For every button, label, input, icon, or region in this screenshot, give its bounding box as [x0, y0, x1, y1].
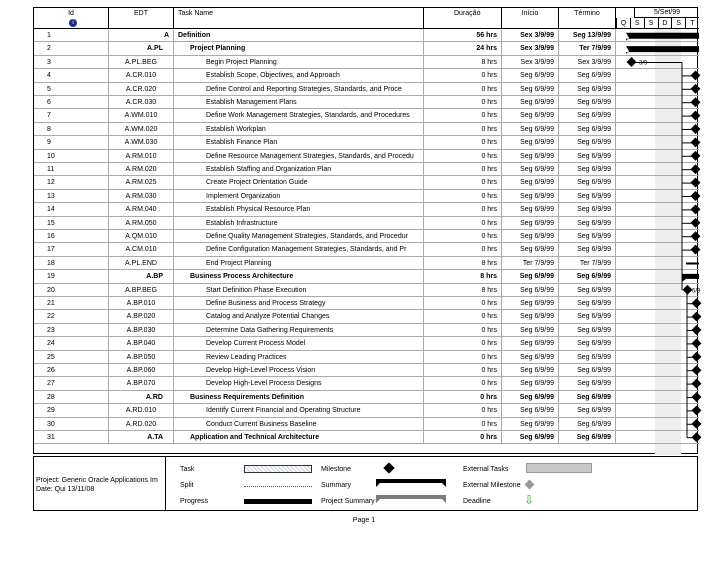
task-row[interactable]: [34, 284, 699, 297]
timescale-day: T: [685, 18, 699, 29]
col-duration[interactable]: Duração: [424, 8, 502, 29]
task-finish: Seg 6/9/99: [559, 109, 616, 122]
task-duration: 0 hrs: [424, 176, 502, 189]
summary-bar: [626, 33, 699, 41]
task-row[interactable]: [34, 56, 699, 69]
legend-external-milestone-icon: [525, 480, 535, 490]
timescale-date: 5/Set/99: [634, 8, 699, 18]
task-duration: 0 hrs: [424, 96, 502, 109]
milestone-label: 6/9: [692, 288, 701, 295]
task-wbs: A.RM.025: [109, 176, 174, 189]
task-wbs: A.CR.030: [109, 96, 174, 109]
task-row[interactable]: [34, 217, 699, 230]
legend-task-swatch: [244, 465, 312, 473]
task-row[interactable]: [34, 391, 699, 404]
task-name: Business Process Architecture: [174, 270, 424, 283]
milestone-mark: [692, 432, 702, 442]
task-id: 5: [34, 83, 109, 96]
task-finish: Seg 6/9/99: [559, 150, 616, 163]
task-wbs: A.BP.020: [109, 310, 174, 323]
task-id: 24: [34, 337, 109, 350]
task-wbs: A.TA: [109, 431, 174, 444]
task-duration: 8 hrs: [424, 56, 502, 69]
task-finish: Seg 6/9/99: [559, 136, 616, 149]
task-name: Review Leading Practices: [174, 351, 424, 364]
task-start: Sex 3/9/99: [502, 29, 559, 42]
task-finish: Seg 6/9/99: [559, 297, 616, 310]
task-duration: 0 hrs: [424, 150, 502, 163]
task-start: Seg 6/9/99: [502, 418, 559, 431]
task-wbs: A.PL: [109, 42, 174, 55]
task-id: 22: [34, 310, 109, 323]
gantt-chart: [616, 29, 699, 455]
task-start: Seg 6/9/99: [502, 190, 559, 203]
page-number: Page 1: [352, 517, 376, 524]
task-duration: 0 hrs: [424, 297, 502, 310]
task-id: 17: [34, 243, 109, 256]
task-id: 30: [34, 418, 109, 431]
milestone-mark: [691, 164, 701, 174]
task-start: Ter 7/9/99: [502, 257, 559, 270]
task-name: End Project Planning: [174, 257, 424, 270]
task-duration: 0 hrs: [424, 163, 502, 176]
task-duration: 0 hrs: [424, 203, 502, 216]
task-wbs: A.RD.020: [109, 418, 174, 431]
task-finish: Seg 6/9/99: [559, 69, 616, 82]
task-wbs: A.PL.BEG: [109, 56, 174, 69]
task-id: 14: [34, 203, 109, 216]
task-start: Seg 6/9/99: [502, 96, 559, 109]
task-name: Business Requirements Definition: [174, 391, 424, 404]
task-duration: 0 hrs: [424, 364, 502, 377]
task-id: 2: [34, 42, 109, 55]
task-finish: Seg 6/9/99: [559, 404, 616, 417]
legend-deadline-icon: ⇩: [524, 493, 535, 507]
milestone-mark: [692, 338, 702, 348]
task-start: Seg 6/9/99: [502, 243, 559, 256]
task-wbs: A.RM.050: [109, 217, 174, 230]
task-id: 21: [34, 297, 109, 310]
task-duration: 24 hrs: [424, 42, 502, 55]
task-start: Seg 6/9/99: [502, 404, 559, 417]
task-row[interactable]: [34, 351, 699, 364]
task-name: Develop High-Level Process Designs: [174, 377, 424, 390]
legend-milestone-label: Milestone: [321, 466, 351, 473]
task-row[interactable]: [34, 96, 699, 109]
legend-project-summary-swatch: [376, 495, 446, 504]
task-row[interactable]: [34, 364, 699, 377]
task-duration: 0 hrs: [424, 136, 502, 149]
milestone-mark: [692, 325, 702, 335]
task-id: 26: [34, 364, 109, 377]
task-finish: Seg 6/9/99: [559, 284, 616, 297]
legend-external-tasks-label: External Tasks: [463, 466, 509, 473]
task-start: Seg 6/9/99: [502, 284, 559, 297]
task-row[interactable]: [34, 404, 699, 417]
task-name: Define Work Management Strategies, Standards, and Procedures: [174, 109, 424, 122]
task-duration: 0 hrs: [424, 310, 502, 323]
task-duration: 8 hrs: [424, 284, 502, 297]
task-wbs: A.BP.030: [109, 324, 174, 337]
task-duration: 56 hrs: [424, 29, 502, 42]
legend-deadline-label: Deadline: [463, 498, 491, 505]
task-row[interactable]: [34, 150, 699, 163]
task-duration: 0 hrs: [424, 243, 502, 256]
task-duration: 0 hrs: [424, 230, 502, 243]
timescale-days: [616, 18, 699, 29]
task-id: 16: [34, 230, 109, 243]
task-finish: Seg 6/9/99: [559, 96, 616, 109]
task-row[interactable]: [34, 203, 699, 216]
milestone-mark: [692, 352, 702, 362]
timescale-day: S: [644, 18, 658, 29]
legend: [33, 456, 698, 511]
summary-bar: [682, 274, 699, 282]
milestone-mark: [692, 405, 702, 415]
task-row[interactable]: [34, 431, 699, 444]
task-wbs: A.WM.020: [109, 123, 174, 136]
task-id: 15: [34, 217, 109, 230]
task-finish: Seg 6/9/99: [559, 123, 616, 136]
task-start: Seg 6/9/99: [502, 163, 559, 176]
task-start: Seg 6/9/99: [502, 337, 559, 350]
timescale: [616, 8, 699, 29]
milestone-mark: [691, 151, 701, 161]
col-task-name[interactable]: Task Name: [174, 8, 424, 29]
task-start: Seg 6/9/99: [502, 150, 559, 163]
task-name: Define Control and Reporting Strategies, Standards, and Proce: [174, 83, 424, 96]
task-start: Seg 6/9/99: [502, 83, 559, 96]
gantt-sheet: [33, 7, 701, 454]
milestone-mark: [691, 178, 701, 188]
task-row[interactable]: [34, 230, 699, 243]
task-start: Sex 3/9/99: [502, 56, 559, 69]
summary-bar: [626, 46, 699, 54]
task-start: Seg 6/9/99: [502, 351, 559, 364]
milestone-mark: [691, 70, 701, 80]
task-start: Seg 6/9/99: [502, 69, 559, 82]
milestone-mark: [692, 419, 702, 429]
task-finish: Seg 6/9/99: [559, 163, 616, 176]
task-start: Seg 6/9/99: [502, 364, 559, 377]
task-start: Seg 6/9/99: [502, 109, 559, 122]
task-row[interactable]: [34, 163, 699, 176]
task-id: 27: [34, 377, 109, 390]
task-wbs: A.BP.060: [109, 364, 174, 377]
milestone-label: 3/9: [639, 60, 648, 67]
milestone-mark: [627, 57, 637, 67]
task-name: Define Resource Management Strategies, Standards, and Procedu: [174, 150, 424, 163]
task-wbs: A.RD: [109, 391, 174, 404]
task-wbs: A.RM.020: [109, 163, 174, 176]
task-row[interactable]: [34, 270, 699, 283]
task-wbs: A.CM.010: [109, 243, 174, 256]
legend-divider: [165, 457, 166, 510]
legend-project-summary-label: Project Summary: [321, 498, 375, 505]
task-row[interactable]: [34, 190, 699, 203]
task-finish: Seg 6/9/99: [559, 364, 616, 377]
task-row[interactable]: [34, 297, 699, 310]
task-start: Seg 6/9/99: [502, 176, 559, 189]
milestone-mark: [691, 191, 701, 201]
milestone-mark: [691, 204, 701, 214]
timescale-day: D: [658, 18, 672, 29]
task-name: Establish Management Plans: [174, 96, 424, 109]
task-start: Seg 6/9/99: [502, 377, 559, 390]
legend-external-tasks-swatch: [526, 463, 592, 473]
column-header-row: [34, 8, 699, 29]
task-id: 28: [34, 391, 109, 404]
task-row[interactable]: [34, 418, 699, 431]
milestone-mark: [691, 137, 701, 147]
task-wbs: A.RM.040: [109, 203, 174, 216]
task-wbs: A.BP.050: [109, 351, 174, 364]
task-duration: 0 hrs: [424, 190, 502, 203]
task-finish: Seg 13/9/99: [559, 29, 616, 42]
task-id: 10: [34, 150, 109, 163]
task-id: 19: [34, 270, 109, 283]
task-finish: Seg 6/9/99: [559, 230, 616, 243]
task-start: Seg 6/9/99: [502, 217, 559, 230]
task-duration: 0 hrs: [424, 123, 502, 136]
task-start: Seg 6/9/99: [502, 310, 559, 323]
task-start: Seg 6/9/99: [502, 203, 559, 216]
task-finish: Seg 6/9/99: [559, 83, 616, 96]
task-id: 31: [34, 431, 109, 444]
task-finish: Sex 3/9/99: [559, 56, 616, 69]
task-id: 18: [34, 257, 109, 270]
task-finish: Ter 7/9/99: [559, 42, 616, 55]
task-duration: 0 hrs: [424, 83, 502, 96]
task-row[interactable]: [34, 310, 699, 323]
task-wbs: A.CR.010: [109, 69, 174, 82]
task-id: 29: [34, 404, 109, 417]
task-row[interactable]: [34, 69, 699, 82]
task-id: 1: [34, 29, 109, 42]
task-wbs: A: [109, 29, 174, 42]
task-name: Establish Infrastructure: [174, 217, 424, 230]
timescale-day: S: [671, 18, 685, 29]
task-finish: Ter 7/9/99: [559, 257, 616, 270]
milestone-mark: [692, 365, 702, 375]
task-wbs: A.WM.030: [109, 136, 174, 149]
task-name: Create Project Orientation Guide: [174, 176, 424, 189]
col-finish[interactable]: Término: [559, 8, 616, 29]
task-wbs: A.BP.040: [109, 337, 174, 350]
task-finish: Seg 6/9/99: [559, 176, 616, 189]
task-row[interactable]: [34, 243, 699, 256]
legend-task-label: Task: [180, 466, 195, 473]
legend-milestone-icon: [383, 462, 394, 473]
task-row[interactable]: [34, 123, 699, 136]
legend-summary-label: Summary: [321, 482, 351, 489]
task-start: Seg 6/9/99: [502, 324, 559, 337]
task-finish: Seg 6/9/99: [559, 270, 616, 283]
milestone-mark: [692, 298, 702, 308]
task-name: Identify Current Financial and Operating Structure: [174, 404, 424, 417]
milestone-mark: [691, 245, 701, 255]
task-finish: Seg 6/9/99: [559, 203, 616, 216]
task-id: 7: [34, 109, 109, 122]
task-wbs: A.PL.END: [109, 257, 174, 270]
info-icon: i: [69, 19, 77, 27]
legend-external-milestone-label: External Milestone: [463, 482, 521, 489]
task-name: Establish Scope, Objectives, and Approach: [174, 69, 424, 82]
task-row[interactable]: [34, 377, 699, 390]
task-finish: Seg 6/9/99: [559, 190, 616, 203]
task-id: 11: [34, 163, 109, 176]
task-name: Conduct Current Business Baseline: [174, 418, 424, 431]
task-start: Sex 3/9/99: [502, 42, 559, 55]
task-duration: 0 hrs: [424, 324, 502, 337]
timescale-day: Q: [616, 18, 630, 29]
task-finish: Seg 6/9/99: [559, 324, 616, 337]
task-name: Develop Current Process Model: [174, 337, 424, 350]
task-duration: 0 hrs: [424, 431, 502, 444]
task-row[interactable]: [34, 324, 699, 337]
milestone-mark: [691, 218, 701, 228]
task-name: Begin Project Planning: [174, 56, 424, 69]
task-id: 20: [34, 284, 109, 297]
task-duration: 0 hrs: [424, 109, 502, 122]
task-start: Seg 6/9/99: [502, 230, 559, 243]
milestone-mark: [692, 379, 702, 389]
task-duration: 0 hrs: [424, 404, 502, 417]
timescale-day: S: [630, 18, 644, 29]
task-wbs: A.BP.070: [109, 377, 174, 390]
task-finish: Seg 6/9/99: [559, 418, 616, 431]
legend-project: Project: Generic Oracle Applications Im: [36, 477, 158, 484]
task-wbs: A.BP.BEG: [109, 284, 174, 297]
task-name: Establish Staffing and Organization Plan: [174, 163, 424, 176]
col-start[interactable]: Início: [502, 8, 559, 29]
milestone-mark: [691, 84, 701, 94]
milestone-mark: [691, 111, 701, 121]
task-finish: Seg 6/9/99: [559, 351, 616, 364]
task-wbs: A.BP: [109, 270, 174, 283]
task-duration: 0 hrs: [424, 391, 502, 404]
task-id: 6: [34, 96, 109, 109]
task-start: Seg 6/9/99: [502, 270, 559, 283]
task-start: Seg 6/9/99: [502, 136, 559, 149]
task-id: 9: [34, 136, 109, 149]
task-finish: Seg 6/9/99: [559, 377, 616, 390]
task-start: Seg 6/9/99: [502, 297, 559, 310]
task-row[interactable]: [34, 29, 699, 42]
task-finish: Seg 6/9/99: [559, 217, 616, 230]
milestone-mark: [692, 312, 702, 322]
task-duration: 0 hrs: [424, 351, 502, 364]
task-name: Determine Data Gathering Requirements: [174, 324, 424, 337]
task-row[interactable]: [34, 83, 699, 96]
task-finish: Seg 6/9/99: [559, 337, 616, 350]
task-duration: 0 hrs: [424, 217, 502, 230]
task-row[interactable]: [34, 109, 699, 122]
milestone-mark: [692, 392, 702, 402]
task-name: Application and Technical Architecture: [174, 431, 424, 444]
task-finish: Seg 6/9/99: [559, 243, 616, 256]
task-name: Define Configuration Management Strategies, Standards, and Pr: [174, 243, 424, 256]
task-duration: 8 hrs: [424, 270, 502, 283]
task-name: Establish Physical Resource Plan: [174, 203, 424, 216]
task-duration: 8 hrs: [424, 257, 502, 270]
task-row[interactable]: [34, 257, 699, 270]
task-name: Implement Organization: [174, 190, 424, 203]
task-wbs: A.RM.010: [109, 150, 174, 163]
task-wbs: A.WM.010: [109, 109, 174, 122]
task-name: Define Business and Process Strategy: [174, 297, 424, 310]
legend-split-label: Split: [180, 482, 194, 489]
task-finish: Seg 6/9/99: [559, 310, 616, 323]
task-wbs: A.BP.010: [109, 297, 174, 310]
milestone-mark: [691, 231, 701, 241]
task-row[interactable]: [34, 176, 699, 189]
task-wbs: A.RM.030: [109, 190, 174, 203]
legend-summary-swatch: [376, 479, 446, 488]
task-row[interactable]: [34, 337, 699, 350]
task-name: Establish Finance Plan: [174, 136, 424, 149]
task-row[interactable]: [34, 136, 699, 149]
task-name: Define Quality Management Strategies, Standards, and Procedur: [174, 230, 424, 243]
task-id: 4: [34, 69, 109, 82]
task-duration: 0 hrs: [424, 377, 502, 390]
task-name: Develop High-Level Process Vision: [174, 364, 424, 377]
task-finish: Seg 6/9/99: [559, 391, 616, 404]
legend-progress-swatch: [244, 499, 312, 504]
milestone-mark: [691, 124, 701, 134]
col-edt[interactable]: EDT: [109, 8, 174, 29]
task-name: Establish Workplan: [174, 123, 424, 136]
task-id: 8: [34, 123, 109, 136]
task-id: 3: [34, 56, 109, 69]
task-id: 25: [34, 351, 109, 364]
task-duration: 0 hrs: [424, 337, 502, 350]
task-finish: Seg 6/9/99: [559, 431, 616, 444]
task-wbs: A.CR.020: [109, 83, 174, 96]
task-start: Seg 6/9/99: [502, 123, 559, 136]
task-row[interactable]: [34, 42, 699, 55]
legend-split-swatch: [244, 486, 312, 487]
legend-progress-label: Progress: [180, 498, 209, 505]
task-name: Start Definition Phase Execution: [174, 284, 424, 297]
col-id[interactable]: Id: [34, 8, 109, 29]
legend-date: Date: Qui 13/11/08: [36, 486, 95, 493]
task-duration: 0 hrs: [424, 418, 502, 431]
task-name: Project Planning: [174, 42, 424, 55]
task-start: Seg 6/9/99: [502, 391, 559, 404]
task-wbs: A.RD.010: [109, 404, 174, 417]
task-wbs: A.QM.010: [109, 230, 174, 243]
task-id: 23: [34, 324, 109, 337]
task-name: Definition: [174, 29, 424, 42]
task-id: 13: [34, 190, 109, 203]
task-start: Seg 6/9/99: [502, 431, 559, 444]
task-duration: 0 hrs: [424, 69, 502, 82]
task-id: 12: [34, 176, 109, 189]
milestone-mark: [691, 97, 701, 107]
task-name: Catalog and Analyze Potential Changes: [174, 310, 424, 323]
